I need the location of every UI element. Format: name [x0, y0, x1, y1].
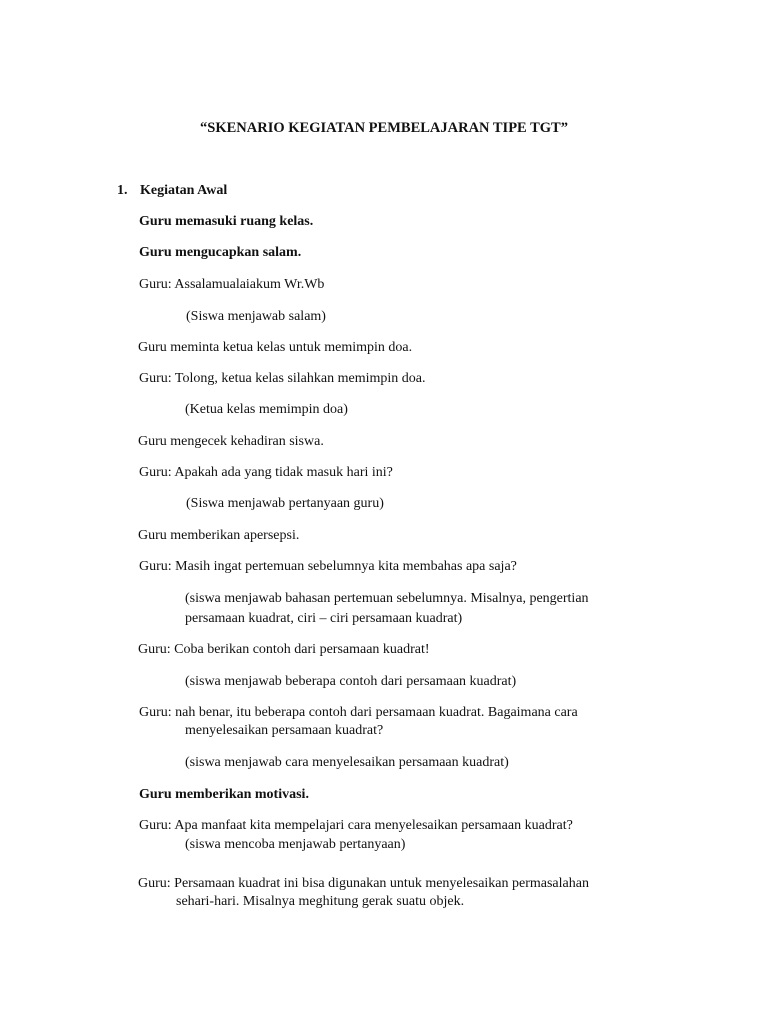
text-line: menyelesaikan persamaan kuadrat? — [185, 723, 384, 738]
text-line: (Siswa menjawab pertanyaan guru) — [186, 496, 384, 511]
text-line: Guru: Apa manfaat kita mempelajari cara menyelesaikan persamaan kuadrat? — [139, 818, 573, 833]
text-line: (Ketua kelas memimpin doa) — [185, 402, 348, 417]
text-line: (siswa menjawab bahasan pertemuan sebelumnya. Misalnya, pengertian — [185, 591, 589, 606]
text-line: Guru: Persamaan kuadrat ini bisa digunakan untuk menyelesaikan permasalahan — [138, 876, 589, 891]
text-line: Guru memberikan apersepsi. — [138, 528, 300, 543]
text-line: Guru mengecek kehadiran siswa. — [138, 434, 324, 449]
text-line: Guru memberikan motivasi. — [139, 787, 309, 802]
text-line: Guru memasuki ruang kelas. — [139, 214, 314, 229]
text-line: Guru: nah benar, itu beberapa contoh dari persamaan kuadrat. Bagaimana cara — [139, 705, 578, 720]
text-line: Guru mengucapkan salam. — [139, 245, 302, 260]
text-line: Guru: Apakah ada yang tidak masuk hari ini? — [139, 465, 393, 480]
text-line: Guru: Tolong, ketua kelas silahkan memimpin doa. — [139, 371, 426, 386]
document-title: “SKENARIO KEGIATAN PEMBELAJARAN TIPE TGT” — [200, 120, 568, 136]
section-heading: Kegiatan Awal — [140, 183, 228, 198]
text-line: persamaan kuadrat, ciri – ciri persamaan kuadrat) — [185, 611, 463, 626]
text-line: sehari-hari. Misalnya meghitung gerak suatu objek. — [176, 894, 465, 909]
text-line: (siswa mencoba menjawab pertanyaan) — [185, 837, 406, 852]
text-line: (siswa menjawab cara menyelesaikan persamaan kuadrat) — [185, 755, 509, 770]
text-line: Guru: Masih ingat pertemuan sebelumnya kita membahas apa saja? — [139, 559, 517, 574]
text-line: Guru: Assalamualaiakum Wr.Wb — [139, 277, 325, 292]
text-line: (Siswa menjawab salam) — [186, 309, 326, 324]
text-line: (siswa menjawab beberapa contoh dari persamaan kuadrat) — [185, 674, 517, 689]
text-line: Guru: Coba berikan contoh dari persamaan kuadrat! — [138, 642, 430, 657]
text-line: Guru meminta ketua kelas untuk memimpin doa. — [138, 340, 413, 355]
section-number: 1. — [117, 183, 128, 198]
